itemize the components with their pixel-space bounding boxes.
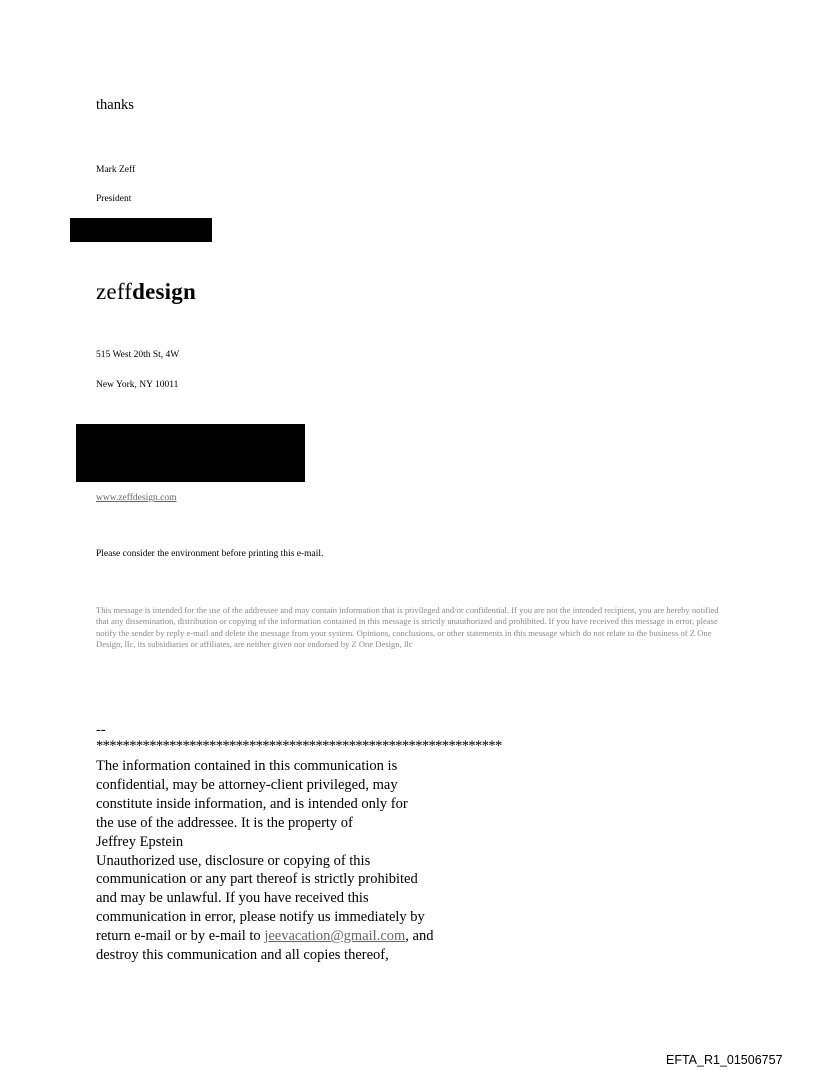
notice-line: constitute inside information, and is intended only for xyxy=(96,795,408,812)
notice-line-with-email xyxy=(96,927,433,946)
signature-name: Mark Zeff xyxy=(96,165,136,175)
logo-light-text: zeff xyxy=(96,279,133,304)
greeting-text: thanks xyxy=(96,97,134,113)
website-link[interactable]: www.zeffdesign.com xyxy=(96,493,177,503)
company-logo xyxy=(96,279,196,305)
signature-title: President xyxy=(96,194,132,204)
separator-dashes: -- xyxy=(96,722,106,738)
notice-line: destroy this communication and all copies thereof, xyxy=(96,947,389,964)
notice-line: communication in error, please notify us immediately by xyxy=(96,909,425,926)
notice-line: communication or any part thereof is strictly prohibited xyxy=(96,871,418,888)
notice-line: The information contained in this communication is xyxy=(96,758,398,774)
logo-bold-text: design xyxy=(132,279,196,304)
confidentiality-notice xyxy=(96,757,433,965)
environment-note: Please consider the environment before printing this e-mail. xyxy=(96,549,324,559)
notice-line: Unauthorized use, disclosure or copying of this xyxy=(96,852,371,869)
notice-line: and may be unlawful. If you have received this xyxy=(96,890,369,907)
document-id: EFTA_R1_01506757 xyxy=(666,1053,783,1067)
email-link[interactable]: jeevacation@gmail.com xyxy=(264,928,406,945)
legal-disclaimer: This message is intended for the use of the addressee and may contain information that is privileged and/or confidential. If you are not the intended recipient, you are hereby notified that any dissemination, distribution or copying of the information contained in this message is strictly unauthorized and prohibited. If you have received this message in error, please notify the sender by reply e-mail and delete the message from your system. Opinions, conclusions, or other statements in this message which do not relate to the business of Z One Design, llc, its subsidiaries or affiliates, are neither given nor endorsed by Z One Design, llc xyxy=(96,605,719,650)
notice-line: Jeffrey Epstein xyxy=(96,833,184,850)
separator-stars: ************************************************************* xyxy=(96,738,502,754)
notice-line: the use of the addressee. It is the property of xyxy=(96,814,353,831)
notice-text: return e-mail or by e-mail to xyxy=(96,928,265,945)
redaction-block xyxy=(76,424,305,482)
notice-line: confidential, may be attorney-client privileged, may xyxy=(96,776,398,793)
redaction-block xyxy=(70,218,212,242)
address-line-2: New York, NY 10011 xyxy=(96,380,179,390)
address-line-1: 515 West 20th St, 4W xyxy=(96,350,180,360)
notice-text: , and xyxy=(405,928,434,945)
